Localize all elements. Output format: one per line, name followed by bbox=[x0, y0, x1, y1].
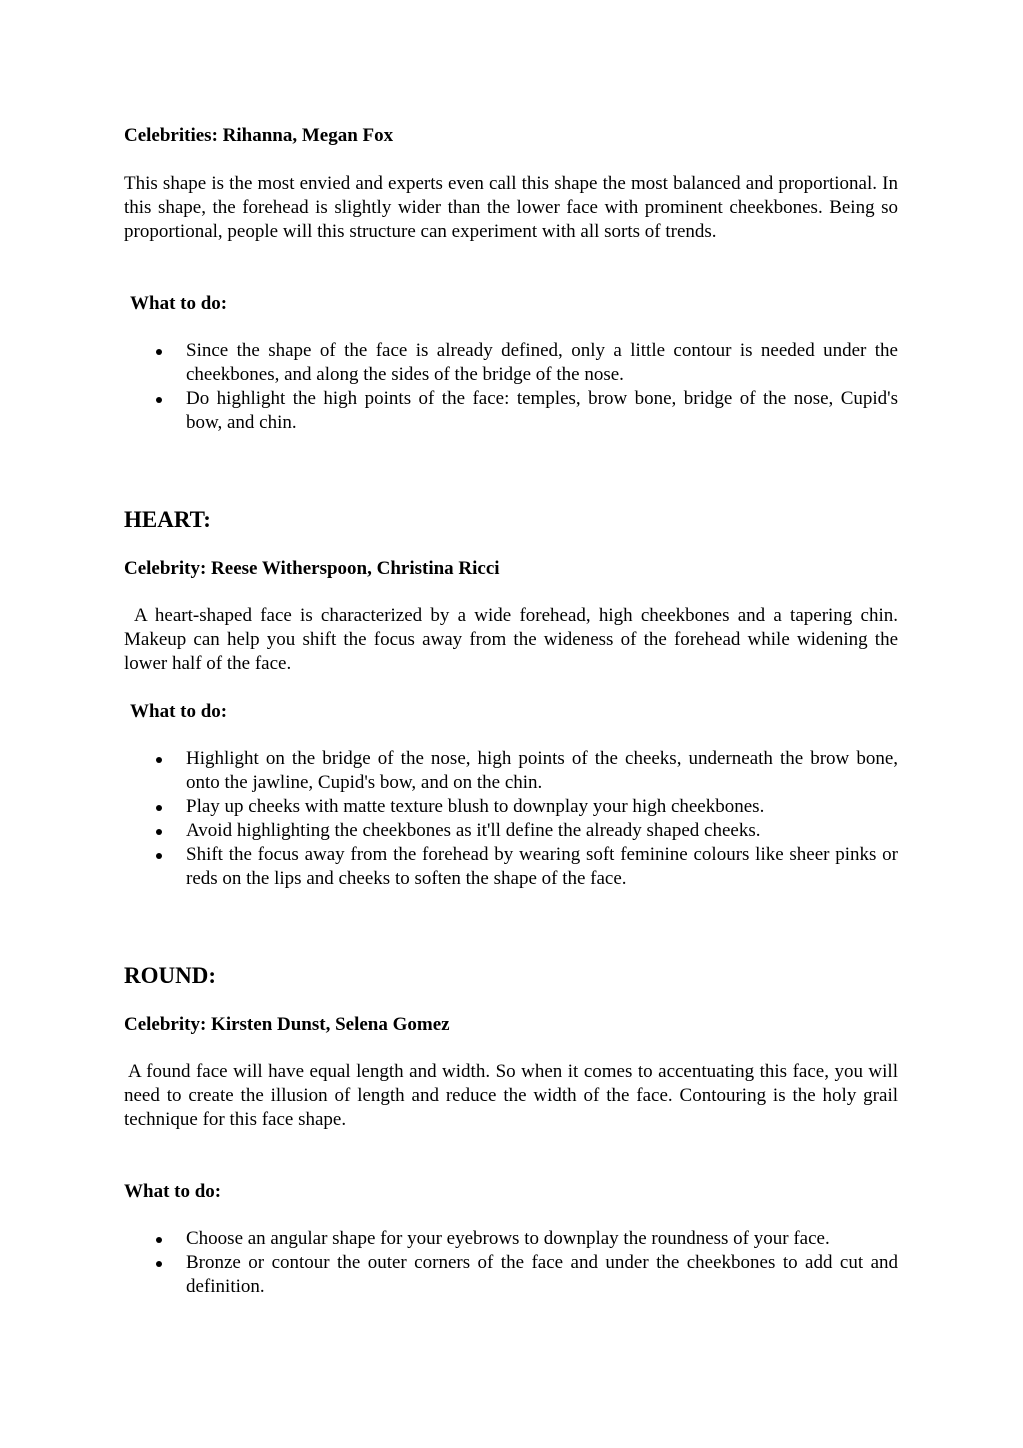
bullet-icon bbox=[156, 1261, 162, 1267]
heart-tips-block bbox=[124, 747, 898, 891]
list-item bbox=[124, 747, 898, 795]
oval-celebrities: Celebrities: Rihanna, Megan Fox bbox=[124, 125, 394, 146]
round-tip-text: Choose an angular shape for your eyebrows to downplay the roundness of your face. bbox=[186, 1228, 830, 1249]
heart-tip-text: Play up cheeks with matte texture blush to downplay your high cheekbones. bbox=[186, 796, 765, 817]
list-item bbox=[124, 1251, 898, 1299]
list-item bbox=[124, 1227, 898, 1251]
list-item bbox=[124, 795, 898, 819]
round-description: A found face will have equal length and width. So when it comes to accentuating this face, you will need to create the illusion of length and reduce the width of the face. Contouring is the holy grail technique for this face shape. bbox=[124, 1061, 898, 1130]
list-item bbox=[124, 843, 898, 891]
bullet-icon bbox=[156, 805, 162, 811]
bullet-icon bbox=[156, 397, 162, 403]
round-celebrities-block bbox=[124, 1013, 898, 1037]
heart-heading: HEART: bbox=[124, 507, 211, 532]
oval-tips-block bbox=[124, 339, 898, 435]
heart-description: A heart-shaped face is characterized by a wide forehead, high cheekbones and a tapering chin. Makeup can help you shift the focus away from the wideness of the forehead while widening the lower half of the face. bbox=[124, 605, 898, 674]
round-tips-block bbox=[124, 1227, 898, 1299]
heart-tips-list bbox=[124, 747, 898, 891]
round-heading-block bbox=[124, 962, 898, 990]
bullet-icon bbox=[156, 829, 162, 835]
oval-what-to-do-block bbox=[124, 292, 898, 316]
round-heading: ROUND: bbox=[124, 963, 216, 988]
round-celebrities: Celebrity: Kirsten Dunst, Selena Gomez bbox=[124, 1014, 450, 1035]
oval-tip-text: Since the shape of the face is already defined, only a little contour is needed under the cheekbones, and along the sides of the bridge of the nose. bbox=[186, 340, 898, 385]
heart-heading-block bbox=[124, 506, 898, 534]
oval-description-block bbox=[124, 172, 898, 244]
heart-what-to-do-block bbox=[124, 700, 898, 724]
round-tip-text: Bronze or contour the outer corners of the face and under the cheekbones to add cut and definition. bbox=[186, 1252, 898, 1297]
oval-celebrities-block bbox=[124, 124, 898, 148]
bullet-icon bbox=[156, 349, 162, 355]
oval-tips-list bbox=[124, 339, 898, 435]
heart-celebrities: Celebrity: Reese Witherspoon, Christina Ricci bbox=[124, 558, 500, 579]
oval-tip-text: Do highlight the high points of the face: temples, brow bone, bridge of the nose, Cupid's bow, and chin. bbox=[186, 388, 898, 433]
list-item bbox=[124, 339, 898, 387]
heart-tip-text: Highlight on the bridge of the nose, high points of the cheeks, underneath the brow bone, onto the jawline, Cupid's bow, and on the chin. bbox=[186, 748, 898, 793]
bullet-icon bbox=[156, 757, 162, 763]
oval-what-to-do-label: What to do: bbox=[130, 293, 228, 314]
round-what-to-do-block bbox=[124, 1180, 898, 1204]
heart-description-block bbox=[124, 604, 898, 676]
oval-description: This shape is the most envied and experts even call this shape the most balanced and proportional. In this shape, the forehead is slightly wider than the lower face with prominent cheekbones. Being so proportional, people will this structure can experiment with all sorts of trends. bbox=[124, 173, 898, 242]
heart-what-to-do-label: What to do: bbox=[130, 701, 228, 722]
list-item bbox=[124, 387, 898, 435]
bullet-icon bbox=[156, 1237, 162, 1243]
heart-tip-text: Avoid highlighting the cheekbones as it'll define the already shaped cheeks. bbox=[186, 820, 761, 841]
heart-celebrities-block bbox=[124, 557, 898, 581]
bullet-icon bbox=[156, 853, 162, 859]
round-what-to-do-label: What to do: bbox=[124, 1181, 222, 1202]
heart-tip-text: Shift the focus away from the forehead by wearing soft feminine colours like sheer pinks or reds on the lips and cheeks to soften the shape of the face. bbox=[186, 844, 898, 889]
list-item bbox=[124, 819, 898, 843]
round-tips-list bbox=[124, 1227, 898, 1299]
round-description-block bbox=[124, 1060, 898, 1132]
